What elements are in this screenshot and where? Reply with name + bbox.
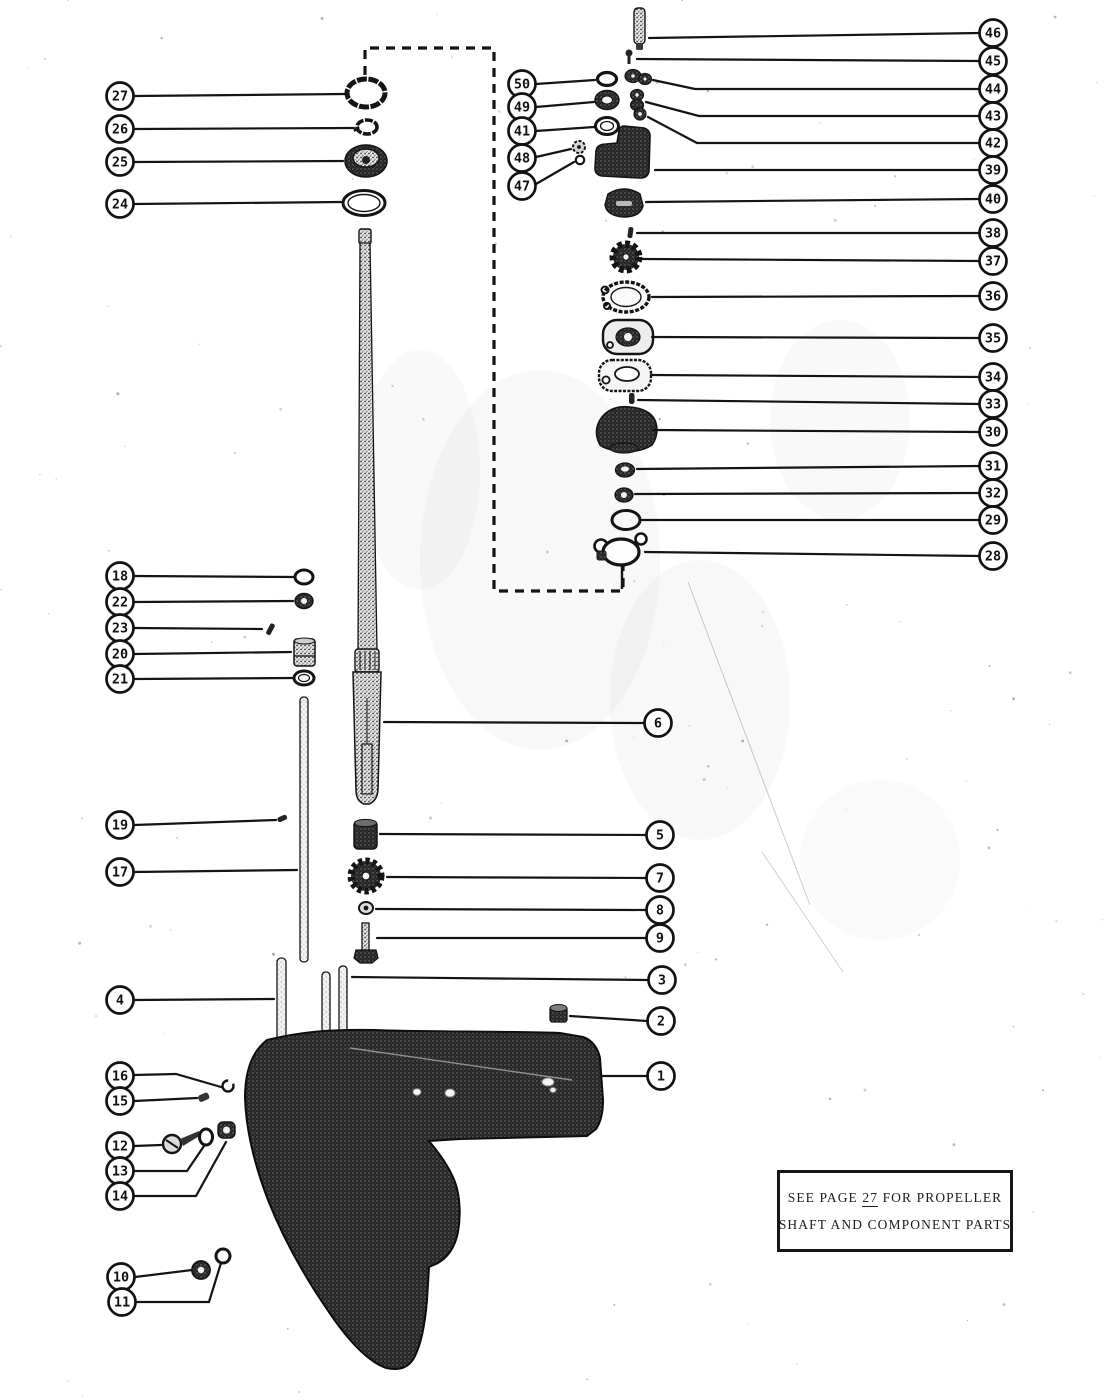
callout-48 bbox=[509, 145, 536, 172]
callout-number-6: 6 bbox=[653, 715, 663, 732]
part-24-oring bbox=[343, 191, 385, 216]
callout-42 bbox=[980, 130, 1007, 157]
part-25-bearing bbox=[345, 145, 387, 177]
callout-3 bbox=[649, 967, 676, 994]
leader-line-43 bbox=[646, 102, 980, 116]
leader-line-18 bbox=[134, 576, 294, 577]
part-21-oring bbox=[294, 671, 314, 685]
callout-14 bbox=[107, 1183, 134, 1210]
callout-number-45: 45 bbox=[984, 53, 1002, 70]
part-27-retaining-ring bbox=[347, 79, 385, 107]
callout-number-4: 4 bbox=[115, 992, 125, 1009]
callout-23 bbox=[107, 615, 134, 642]
part-19-pin bbox=[277, 814, 288, 823]
leader-line-40 bbox=[646, 199, 980, 202]
housing-hole bbox=[413, 1089, 421, 1096]
callout-32 bbox=[980, 480, 1007, 507]
callout-number-14: 14 bbox=[111, 1188, 129, 1205]
callout-number-42: 42 bbox=[984, 135, 1002, 152]
leader-line-2 bbox=[570, 1016, 647, 1021]
leader-line-7 bbox=[387, 877, 646, 878]
callout-47 bbox=[509, 173, 536, 200]
callout-31 bbox=[980, 453, 1007, 480]
part-41-oring bbox=[596, 118, 619, 135]
callout-38 bbox=[980, 220, 1007, 247]
callout-number-33: 33 bbox=[984, 396, 1002, 413]
callout-1 bbox=[648, 1063, 675, 1090]
callout-number-29: 29 bbox=[984, 512, 1002, 529]
callout-number-17: 17 bbox=[111, 864, 129, 881]
part-8-retainer bbox=[359, 902, 373, 914]
callout-number-7: 7 bbox=[655, 870, 665, 887]
callout-16 bbox=[107, 1063, 134, 1090]
leader-line-25 bbox=[134, 161, 343, 162]
callout-27 bbox=[107, 83, 134, 110]
callout-number-24: 24 bbox=[111, 196, 129, 213]
leader-line-15 bbox=[134, 1098, 197, 1101]
leader-line-24 bbox=[134, 202, 341, 204]
callout-number-21: 21 bbox=[111, 671, 129, 688]
part-30-bearing-carrier bbox=[596, 407, 656, 453]
part-35-wear-plate bbox=[603, 320, 653, 354]
callout-number-37: 37 bbox=[984, 253, 1002, 270]
housing-hole bbox=[445, 1089, 455, 1097]
callout-number-38: 38 bbox=[984, 225, 1002, 242]
housing-hole bbox=[550, 1088, 556, 1093]
callout-18 bbox=[107, 563, 134, 590]
callout-number-43: 43 bbox=[984, 108, 1002, 125]
callout-number-40: 40 bbox=[984, 191, 1002, 208]
callout-17 bbox=[107, 859, 134, 886]
part-33-dowel-pin bbox=[629, 393, 635, 404]
callout-number-19: 19 bbox=[111, 817, 129, 834]
leader-line-5 bbox=[380, 834, 646, 835]
leader-line-48 bbox=[536, 149, 571, 157]
leader-line-34 bbox=[651, 375, 980, 377]
leader-line-47 bbox=[536, 162, 574, 184]
callout-number-50: 50 bbox=[513, 76, 531, 93]
part-20-bushing bbox=[294, 638, 315, 666]
callout-number-39: 39 bbox=[984, 162, 1002, 179]
callout-44 bbox=[980, 76, 1007, 103]
leader-line-19 bbox=[134, 820, 276, 825]
leader-line-50 bbox=[536, 80, 595, 84]
part-38-impeller-key bbox=[627, 227, 633, 239]
callout-19 bbox=[107, 812, 134, 839]
callout-number-10: 10 bbox=[112, 1269, 130, 1286]
leader-line-45 bbox=[637, 59, 980, 61]
callout-7 bbox=[647, 865, 674, 892]
part-31-ring bbox=[616, 463, 635, 477]
callout-41 bbox=[509, 118, 536, 145]
part-23-key bbox=[265, 623, 275, 636]
callout-number-2: 2 bbox=[656, 1013, 666, 1030]
leader-line-3 bbox=[352, 977, 648, 980]
part-22-seal bbox=[295, 594, 313, 609]
callout-39 bbox=[980, 157, 1007, 184]
part-5-bearing-sleeve bbox=[354, 819, 377, 849]
note-line-2: SHAFT AND COMPONENT PARTS bbox=[778, 1216, 1012, 1232]
callout-43 bbox=[980, 103, 1007, 130]
part-26-seal-ring bbox=[354, 120, 377, 134]
callout-30 bbox=[980, 419, 1007, 446]
part-40-seal-carrier-cup bbox=[605, 189, 643, 217]
leader-line-16 bbox=[134, 1074, 221, 1087]
callout-5 bbox=[647, 822, 674, 849]
leader-line-4 bbox=[134, 999, 274, 1000]
leader-line-22 bbox=[134, 601, 293, 602]
part-18-ring bbox=[295, 570, 313, 584]
callout-number-16: 16 bbox=[111, 1068, 129, 1085]
callout-number-46: 46 bbox=[984, 25, 1002, 42]
part-44-grommets bbox=[625, 70, 652, 85]
callout-number-47: 47 bbox=[513, 178, 531, 195]
part-2-dowel bbox=[550, 1005, 567, 1023]
callout-number-11: 11 bbox=[113, 1294, 131, 1311]
part-16-clip-ring bbox=[223, 1081, 234, 1092]
callout-number-12: 12 bbox=[111, 1138, 129, 1155]
leader-line-37 bbox=[643, 259, 980, 261]
callout-number-35: 35 bbox=[984, 330, 1002, 347]
leader-line-17 bbox=[134, 870, 297, 872]
callout-46 bbox=[980, 20, 1007, 47]
callout-number-31: 31 bbox=[984, 458, 1002, 475]
callout-22 bbox=[107, 589, 134, 616]
callout-number-8: 8 bbox=[655, 902, 665, 919]
part-37-impeller bbox=[613, 244, 639, 270]
part-34-gasket bbox=[599, 360, 651, 391]
callout-number-25: 25 bbox=[111, 154, 129, 171]
note-prefix: SEE PAGE bbox=[787, 1189, 863, 1205]
part-42-washer bbox=[634, 108, 646, 120]
leader-line-44 bbox=[653, 80, 980, 89]
leader-line-49 bbox=[536, 102, 594, 107]
part-7-pinion-gear bbox=[351, 861, 381, 891]
part-49-seal bbox=[595, 91, 619, 110]
callout-28 bbox=[980, 543, 1007, 570]
callout-number-22: 22 bbox=[111, 594, 129, 611]
callout-25 bbox=[107, 149, 134, 176]
callout-20 bbox=[107, 641, 134, 668]
callout-4 bbox=[107, 987, 134, 1014]
leader-line-30 bbox=[653, 430, 980, 432]
callout-number-28: 28 bbox=[984, 548, 1002, 565]
part-47-ring bbox=[576, 156, 584, 164]
housing-hole bbox=[542, 1078, 554, 1086]
callout-12 bbox=[107, 1133, 134, 1160]
callout-10 bbox=[108, 1264, 135, 1291]
leader-line-41 bbox=[536, 127, 594, 131]
leader-line-6 bbox=[384, 722, 644, 723]
note-box bbox=[777, 1170, 1013, 1252]
part-10-nut bbox=[192, 1261, 210, 1279]
part-15-screw bbox=[197, 1092, 210, 1103]
callout-21 bbox=[107, 666, 134, 693]
callout-number-15: 15 bbox=[111, 1093, 129, 1110]
part-4-dowel-rod bbox=[277, 958, 286, 1046]
leader-line-27 bbox=[134, 94, 345, 96]
callout-number-41: 41 bbox=[513, 123, 531, 140]
callout-number-23: 23 bbox=[111, 620, 129, 637]
leader-line-42 bbox=[648, 117, 980, 143]
callout-number-26: 26 bbox=[111, 121, 129, 138]
note-page-number: 27 bbox=[862, 1189, 879, 1205]
part-32-ring bbox=[615, 488, 633, 502]
part-50-oring bbox=[598, 73, 617, 86]
leader-line-28 bbox=[645, 552, 980, 556]
callout-15 bbox=[107, 1088, 134, 1115]
leader-line-20 bbox=[134, 652, 291, 654]
part-48-star-washer bbox=[573, 141, 585, 153]
leader-line-23 bbox=[134, 628, 262, 629]
callout-29 bbox=[980, 507, 1007, 534]
callout-number-5: 5 bbox=[655, 827, 665, 844]
callout-9 bbox=[647, 925, 674, 952]
callout-2 bbox=[648, 1008, 675, 1035]
callout-34 bbox=[980, 364, 1007, 391]
callout-number-27: 27 bbox=[111, 88, 129, 105]
callout-number-48: 48 bbox=[513, 150, 531, 167]
callout-number-34: 34 bbox=[984, 369, 1002, 386]
part-13-washer bbox=[200, 1129, 213, 1145]
part-11-washer bbox=[216, 1249, 230, 1263]
callout-36 bbox=[980, 283, 1007, 310]
leader-line-21 bbox=[134, 678, 292, 679]
callout-40 bbox=[980, 186, 1007, 213]
callout-number-3: 3 bbox=[657, 972, 667, 989]
note-line-1 bbox=[788, 1190, 1003, 1206]
callout-26 bbox=[107, 116, 134, 143]
part-14-nut bbox=[218, 1122, 235, 1138]
callout-number-20: 20 bbox=[111, 646, 129, 663]
callout-13 bbox=[107, 1158, 134, 1185]
leader-line-8 bbox=[376, 909, 646, 910]
callout-37 bbox=[980, 248, 1007, 275]
leader-line-31 bbox=[637, 466, 980, 469]
callout-number-49: 49 bbox=[513, 99, 531, 116]
callout-11 bbox=[109, 1289, 136, 1316]
leader-line-32 bbox=[635, 493, 980, 494]
callout-number-36: 36 bbox=[984, 288, 1002, 305]
callout-35 bbox=[980, 325, 1007, 352]
callout-number-1: 1 bbox=[656, 1068, 666, 1085]
callout-6 bbox=[645, 710, 672, 737]
part-12-screw bbox=[163, 1131, 201, 1153]
part-1-gear-housing bbox=[245, 1030, 603, 1369]
leader-line-35 bbox=[652, 337, 980, 338]
leader-line-12 bbox=[134, 1145, 161, 1146]
leader-line-46 bbox=[649, 33, 980, 38]
callout-45 bbox=[980, 48, 1007, 75]
callout-number-13: 13 bbox=[111, 1163, 129, 1180]
callout-number-32: 32 bbox=[984, 485, 1002, 502]
part-9-pinion-bolt bbox=[354, 923, 378, 963]
part-17-shift-shaft-rod bbox=[300, 697, 308, 962]
note-suffix: FOR PROPELLER bbox=[878, 1189, 1003, 1205]
part-46-pin bbox=[634, 8, 645, 50]
part-43-bushings bbox=[631, 90, 644, 111]
leader-line-10 bbox=[135, 1270, 192, 1277]
leader-line-36 bbox=[652, 296, 980, 297]
callout-number-44: 44 bbox=[984, 81, 1002, 98]
part-36-face-plate bbox=[602, 282, 650, 312]
callout-33 bbox=[980, 391, 1007, 418]
callout-number-18: 18 bbox=[111, 568, 129, 585]
callout-8 bbox=[647, 897, 674, 924]
part-3-dowel-rods bbox=[322, 966, 347, 1037]
callout-number-9: 9 bbox=[655, 930, 665, 947]
leader-line-26 bbox=[134, 128, 354, 129]
callout-number-30: 30 bbox=[984, 424, 1002, 441]
part-45-screw bbox=[626, 50, 633, 65]
callout-24 bbox=[107, 191, 134, 218]
